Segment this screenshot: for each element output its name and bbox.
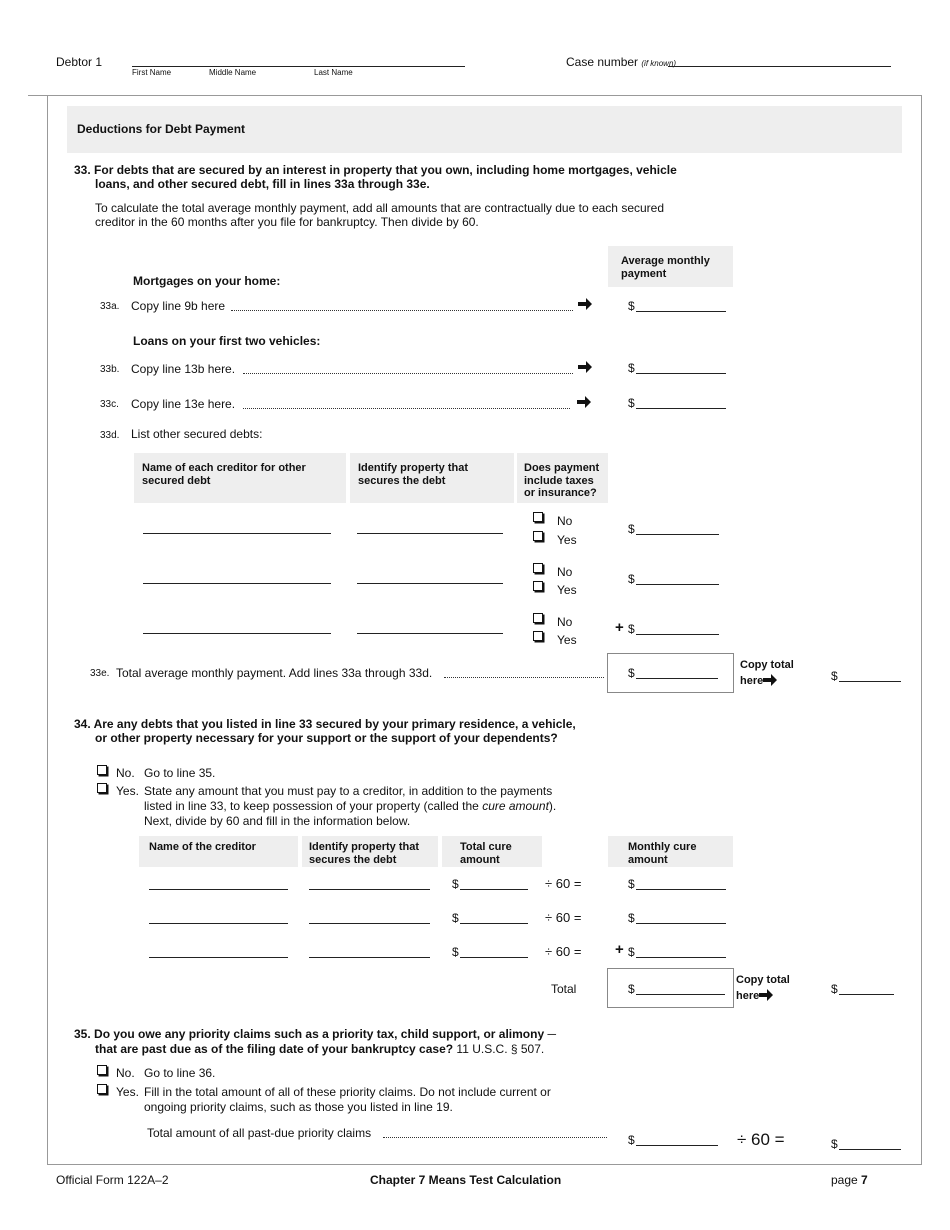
form-frame xyxy=(47,95,922,1165)
no-checkbox[interactable] xyxy=(533,563,543,573)
q35-no-label: No. xyxy=(116,1066,135,1080)
last-name-caption: Last Name xyxy=(314,68,353,77)
line-33e-label: 33e. xyxy=(90,668,110,679)
line-33d-text: List other secured debts: xyxy=(131,427,263,441)
q33-instructions: To calculate the total average monthly payment, add all amounts that are contractually due to each secured xyxy=(95,201,665,215)
q35-yes-label: Yes. xyxy=(116,1085,139,1099)
line-33b-text: Copy line 13b here. xyxy=(131,362,236,376)
q35-no-checkbox[interactable] xyxy=(97,1065,107,1075)
no-checkbox[interactable] xyxy=(533,512,543,522)
arrow-right-icon xyxy=(577,297,593,311)
q34-yes-label: Yes. xyxy=(116,784,139,798)
q34-no-checkbox[interactable] xyxy=(97,765,107,775)
creditor-column-header: Name of each creditor for other secured debt xyxy=(142,462,306,487)
dollar-sign: $ xyxy=(628,877,635,891)
copied-total-34-field[interactable] xyxy=(839,994,894,995)
q34-title: 34. Are any debts that you listed in line 33 secured by your primary residence, a vehicle, xyxy=(74,717,576,731)
no-label: No xyxy=(557,615,573,629)
q35-title-cont: that are past due as of the filing date of your bankruptcy case? 11 U.S.C. § 507. xyxy=(95,1042,545,1056)
debtor-name-field[interactable] xyxy=(132,66,465,67)
dollar-sign: $ xyxy=(628,572,635,586)
amount-33b-field[interactable] xyxy=(636,373,726,374)
q34-yes-instructions: State any amount that you must pay to a creditor, in addition to the payments xyxy=(144,784,553,798)
leader-dots xyxy=(243,373,573,374)
monthly-cure-field[interactable] xyxy=(636,889,726,890)
middle-name-caption: Middle Name xyxy=(209,68,257,77)
dollar-sign: $ xyxy=(452,945,459,959)
cure-creditor-field[interactable] xyxy=(149,923,288,924)
line-33c-label: 33c. xyxy=(100,399,119,410)
q34-title-cont: or other property necessary for your support or the support of your dependents? xyxy=(95,731,558,745)
dollar-sign: $ xyxy=(628,361,635,375)
taxes-column-header: Does payment include taxes or insurance? xyxy=(524,462,600,499)
yes-label: Yes xyxy=(557,533,577,547)
case-number-label: Case number (if known) xyxy=(566,55,677,69)
dollar-sign: $ xyxy=(628,982,635,996)
plus-sign: + xyxy=(615,619,624,636)
dollar-sign: $ xyxy=(628,396,635,410)
page-number: page 7 xyxy=(831,1173,868,1187)
q34-total-box xyxy=(607,968,734,1008)
case-number-field[interactable] xyxy=(668,66,891,67)
total-cure-field[interactable] xyxy=(460,889,528,890)
first-name-caption: First Name xyxy=(132,68,172,77)
q35-yes-instructions-cont: ongoing priority claims, such as those you listed in line 19. xyxy=(144,1100,453,1114)
cure-property-field[interactable] xyxy=(309,889,430,890)
leader-dots xyxy=(444,677,604,678)
line-33b-label: 33b. xyxy=(100,364,120,375)
total-33e-box xyxy=(607,653,734,693)
cure-property-field[interactable] xyxy=(309,957,430,958)
q35-yes-checkbox[interactable] xyxy=(97,1084,107,1094)
q35-no-goto: Go to line 36. xyxy=(144,1066,216,1080)
monthly-cure-field[interactable] xyxy=(636,923,726,924)
dollar-sign: $ xyxy=(831,669,838,683)
leader-dots xyxy=(231,310,573,311)
total-33e-field[interactable] xyxy=(636,678,718,679)
dollar-sign: $ xyxy=(831,1137,838,1151)
copy-total-34: Copy total here xyxy=(736,974,790,1002)
q34-total-cure-header: Total cure amount xyxy=(460,841,512,866)
line-33e-text: Total average monthly payment. Add lines 33a through 33d. xyxy=(116,666,433,680)
no-label: No xyxy=(557,514,573,528)
dollar-sign: $ xyxy=(628,622,635,636)
leader-dots xyxy=(243,408,570,409)
q34-total-label: Total xyxy=(551,982,577,996)
dollar-sign: $ xyxy=(831,982,838,996)
creditor-name-field[interactable] xyxy=(143,633,331,634)
amount-33a-field[interactable] xyxy=(636,311,726,312)
q34-no-label: No. xyxy=(116,766,135,780)
q35-total-text: Total amount of all past-due priority claims xyxy=(147,1126,372,1140)
yes-checkbox[interactable] xyxy=(533,531,543,541)
avg-monthly-header: Average monthly payment xyxy=(621,255,710,280)
leader-dots xyxy=(383,1137,607,1138)
dollar-sign: $ xyxy=(452,877,459,891)
q33-instructions-cont: creditor in the 60 months after you file for bankruptcy. Then divide by 60. xyxy=(95,215,479,229)
yes-label: Yes xyxy=(557,583,577,597)
section-title: Deductions for Debt Payment xyxy=(77,122,246,136)
q35-divide-60: ÷ 60 = xyxy=(737,1130,785,1149)
line-33a-label: 33a. xyxy=(100,301,120,312)
form-name: Official Form 122A–2 xyxy=(56,1173,169,1187)
q35-title: 35. Do you owe any priority claims such as a priority tax, child support, or alimony ─ xyxy=(74,1027,556,1041)
plus-sign: + xyxy=(615,941,624,958)
q34-yes-checkbox[interactable] xyxy=(97,783,107,793)
q34-no-goto: Go to line 35. xyxy=(144,766,216,780)
no-label: No xyxy=(557,565,573,579)
copied-total-33-field[interactable] xyxy=(839,681,901,682)
cure-property-field[interactable] xyxy=(309,923,430,924)
property-field[interactable] xyxy=(357,533,503,534)
dollar-sign: $ xyxy=(452,911,459,925)
divide-60: ÷ 60 = xyxy=(545,876,582,891)
arrow-right-icon xyxy=(576,395,592,409)
arrow-right-icon xyxy=(577,360,593,374)
dollar-sign: $ xyxy=(628,666,635,680)
line-33c-text: Copy line 13e here. xyxy=(131,397,236,411)
dollar-sign: $ xyxy=(628,299,635,313)
q34-total-field[interactable] xyxy=(636,994,725,995)
vehicles-heading: Loans on your first two vehicles: xyxy=(133,334,321,348)
line-33d-label: 33d. xyxy=(100,430,120,441)
priority-monthly-field[interactable] xyxy=(839,1149,901,1150)
no-checkbox[interactable] xyxy=(533,613,543,623)
mortgages-heading: Mortgages on your home: xyxy=(133,274,281,288)
cure-creditor-field[interactable] xyxy=(149,889,288,890)
amount-field[interactable] xyxy=(636,534,719,535)
q34-creditor-header: Name of the creditor xyxy=(149,841,256,853)
q34-yes-instructions-end: Next, divide by 60 and fill in the information below. xyxy=(144,814,411,828)
dollar-sign: $ xyxy=(628,911,635,925)
form-title: Chapter 7 Means Test Calculation xyxy=(370,1173,562,1187)
yes-label: Yes xyxy=(557,633,577,647)
property-field[interactable] xyxy=(357,633,503,634)
arrow-right-icon xyxy=(762,673,778,687)
yes-checkbox[interactable] xyxy=(533,581,543,591)
arrow-right-icon xyxy=(758,988,774,1002)
divide-60: ÷ 60 = xyxy=(545,944,582,959)
debtor-label: Debtor 1 xyxy=(56,55,103,69)
q34-yes-instructions-cont: listed in line 33, to keep possession of your property (called the cure amount). xyxy=(144,799,557,813)
q33-title-cont: loans, and other secured debt, fill in lines 33a through 33e. xyxy=(95,177,430,191)
q34-monthly-cure-header: Monthly cure amount xyxy=(628,841,697,866)
monthly-cure-field[interactable] xyxy=(636,957,726,958)
yes-checkbox[interactable] xyxy=(533,631,543,641)
creditor-name-field[interactable] xyxy=(143,583,331,584)
dollar-sign: $ xyxy=(628,522,635,536)
line-33a-text: Copy line 9b here xyxy=(131,299,226,313)
property-column-header: Identify property that secures the debt xyxy=(358,462,469,487)
cure-creditor-field[interactable] xyxy=(149,957,288,958)
amount-field[interactable] xyxy=(636,634,719,635)
total-cure-field[interactable] xyxy=(460,957,528,958)
q34-property-header: Identify property that secures the debt xyxy=(309,841,420,866)
creditor-name-field[interactable] xyxy=(143,533,331,534)
amount-field[interactable] xyxy=(636,584,719,585)
dollar-sign: $ xyxy=(628,945,635,959)
copy-total-33: Copy total here xyxy=(740,659,794,687)
amount-33c-field[interactable] xyxy=(636,408,726,409)
divide-60: ÷ 60 = xyxy=(545,910,582,925)
property-field[interactable] xyxy=(357,583,503,584)
q33-title: 33. For debts that are secured by an interest in property that you own, including home mortgages, vehicle xyxy=(74,163,677,177)
total-cure-field[interactable] xyxy=(460,923,528,924)
q35-yes-instructions: Fill in the total amount of all of these priority claims. Do not include current or xyxy=(144,1085,551,1099)
priority-claims-field[interactable] xyxy=(636,1145,718,1146)
dollar-sign: $ xyxy=(628,1133,635,1147)
